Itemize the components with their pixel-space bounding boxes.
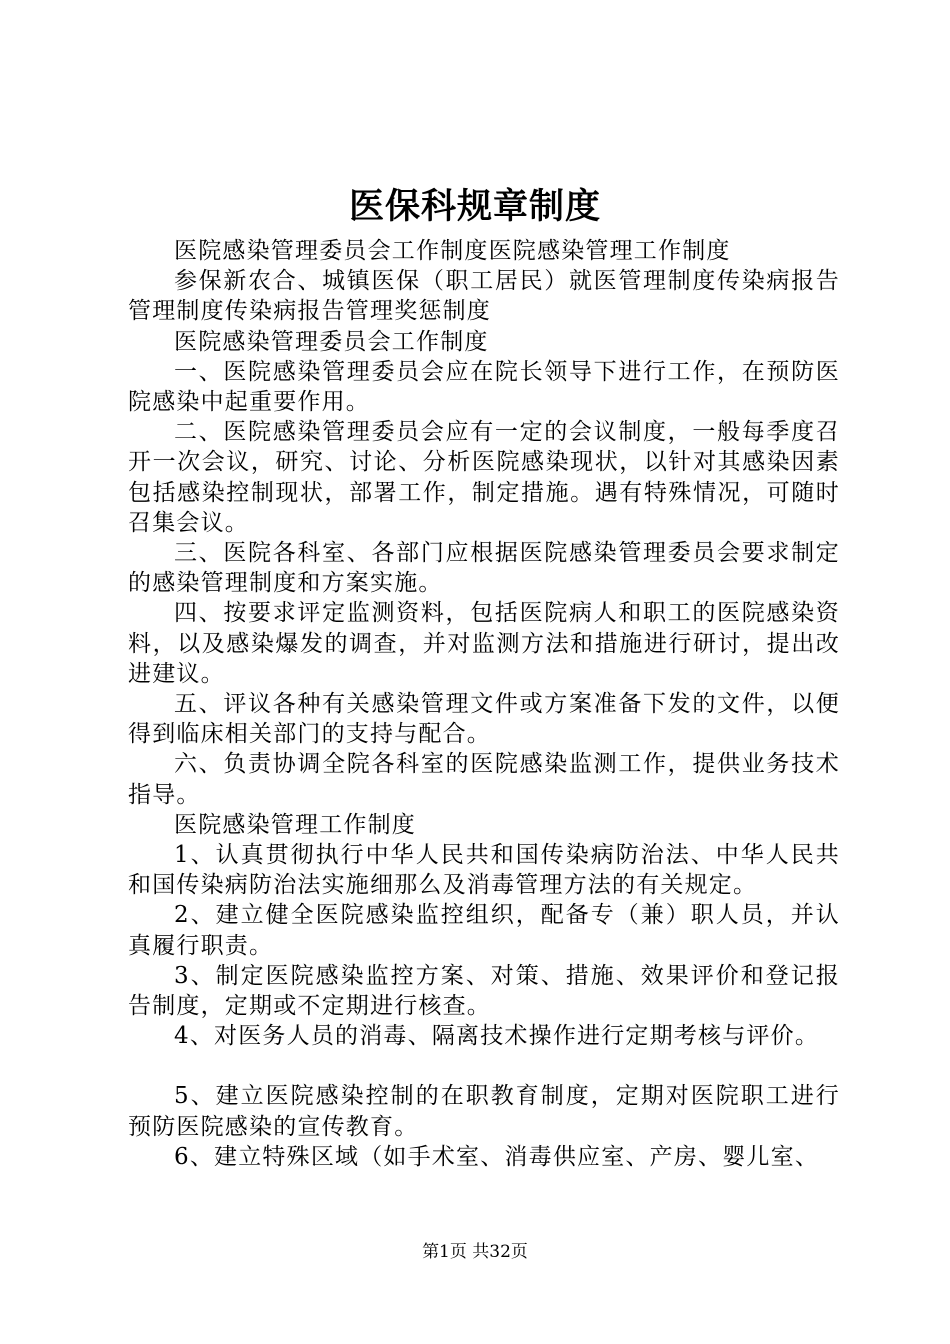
paragraph: 五、评议各种有关感染管理文件或方案准备下发的文件，以便得到临床相关部门的支持与配合。 [128, 691, 840, 748]
paragraph: 4、对医务人员的消毒、隔离技术操作进行定期考核与评价。 [174, 1023, 820, 1050]
paragraph: 6、建立特殊区域（如手术室、消毒供应室、产房、婴儿室、 [174, 1143, 820, 1170]
paragraph: 医院感染管理委员会工作制度医院感染管理工作制度 [174, 238, 731, 264]
paragraph: 3、制定医院感染监控方案、对策、措施、效果评价和登记报告制度，定期或不定期进行核查。 [128, 962, 840, 1020]
document-title: 医保科规章制度 [348, 186, 601, 227]
paragraph: 2、建立健全医院感染监控组织，配备专（兼）职人员，并认真履行职责。 [128, 902, 840, 959]
paragraph: 三、医院各科室、各部门应根据医院感染管理委员会要求制定的感染管理制度和方案实施。 [128, 540, 840, 597]
paragraph: 一、医院感染管理委员会应在院长领导下进行工作，在预防医院感染中起重要作用。 [128, 358, 840, 416]
paragraph: 四、按要求评定监测资料，包括医院病人和职工的医院感染资料，以及感染爆发的调查，并对监测方法和措施进行研讨，提出改进建议。 [128, 600, 840, 687]
paragraph: 5、建立医院感染控制的在职教育制度，定期对医院职工进行预防医院感染的宣传教育。 [128, 1083, 840, 1140]
section-heading: 医院感染管理工作制度 [174, 811, 416, 838]
paragraph: 医院感染管理委员会工作制度 [174, 328, 489, 355]
paragraph: 六、负责协调全院各科室的医院感染监测工作，提供业务技术指导。 [128, 751, 840, 808]
page-number: 第1页 共32页 [422, 1242, 528, 1262]
document-body [128, 236, 840, 1172]
paragraph: 参保新农合、城镇医保（职工居民）就医管理制度传染病报告管理制度传染病报告管理奖惩制度 [128, 268, 840, 325]
paragraph: 二、医院感染管理委员会应有一定的会议制度，一般每季度召开一次会议，研究、讨论、分析医院感染现状，以针对其感染因素包括感染控制现状，部署工作，制定措施。遇有特殊情况，可随时召集会议。 [128, 419, 840, 536]
paragraph: 1、认真贯彻执行中华人民共和国传染病防治法、中华人民共和国传染病防治法实施细那么及消毒管理方法的有关规定。 [128, 842, 840, 899]
